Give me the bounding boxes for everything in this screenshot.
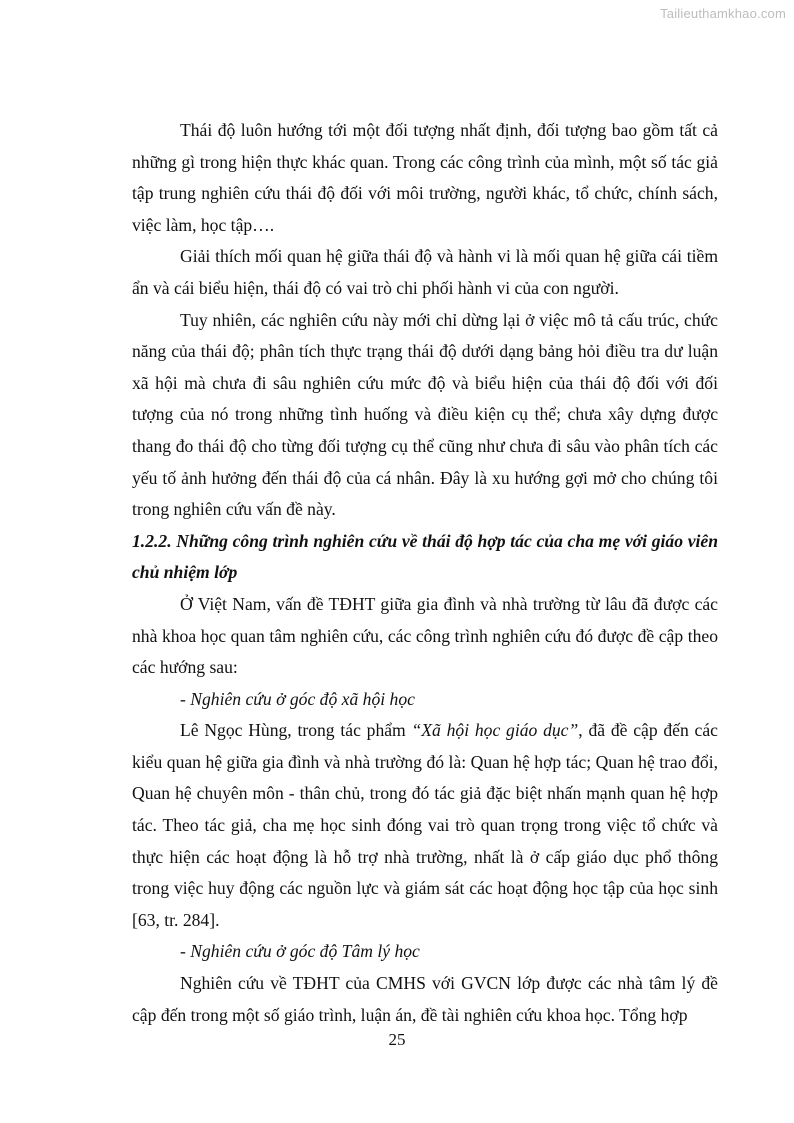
paragraph-attitude-object: Thái độ luôn hướng tới một đối tượng nhất định, đối tượng bao gồm tất cả những gì trong hiện thực khác quan. Trong các công trình của mình, một số tác giả tập trung nghiên cứu thái độ đối với môi trường, người khác, tổ chức, chính sách, việc làm, học tập….: [132, 120, 718, 235]
page-body: [132, 115, 718, 1031]
text-span: , đã đề cập đến các kiểu quan hệ giữa gia đình và nhà trường đó là: Quan hệ hợp tác; Quan hệ trao đổi, Quan hệ chuyên môn - thân chủ, trong đó tác giả đặc biệt nhấn mạnh quan hệ hợp tác. Theo tác giả, cha mẹ học sinh đóng vai trò quan trọng trong việc tổ chức và thực hiện các hoạt động là hỗ trợ nhà trường, nhất là ở cấp giáo dục phổ thông trong việc huy động các nguồn lực và giám sát các hoạt động học tập của học sinh [63, tr. 284].: [132, 720, 718, 930]
paragraph-le-ngoc-hung: [132, 715, 718, 936]
text-span: Lê Ngọc Hùng, trong tác phẩm: [180, 720, 412, 741]
paragraph-vietnam-research: Ở Việt Nam, vấn đề TĐHT giữa gia đình và nhà trường từ lâu đã được các nhà khoa học quan tâm nghiên cứu, các công trình nghiên cứu đó được đề cập theo các hướng sau:: [132, 593, 718, 678]
paragraph-research-limits: Tuy nhiên, các nghiên cứu này mới chỉ dừng lại ở việc mô tả cấu trúc, chức năng của thái độ; phân tích thực trạng thái độ dưới dạng bảng hỏi điều tra dư luận xã hội mà chưa đi sâu nghiên cứu mức độ và biểu hiện của thái độ đối với đối tượng của nó trong những tình huống và điều kiện cụ thể; chưa xây dựng được thang đo thái độ cho từng đối tượng cụ thể cũng như chưa đi sâu vào phân tích các yếu tố ảnh hưởng đến thái độ của cá nhân. Đây là xu hướng gợi mở cho chúng tôi trong nghiên cứu vấn đề này.: [132, 309, 718, 520]
paragraph-psychology-research: Nghiên cứu về TĐHT của CMHS với GVCN lớp được các nhà tâm lý đề cập đến trong một số giáo trình, luận án, đề tài nghiên cứu khoa học. Tổng hợp: [132, 973, 718, 1025]
paragraph-attitude-behavior: Giải thích mối quan hệ giữa thái độ và hành vi là mối quan hệ giữa cái tiềm ẩn và cái biểu hiện, thái độ có vai trò chi phối hành vi của con người.: [132, 246, 718, 298]
watermark: Tailieuthamkhao.com: [660, 6, 786, 21]
page-number: 25: [388, 1030, 406, 1049]
subheading-sociology: - Nghiên cứu ở góc độ xã hội học: [180, 688, 415, 709]
book-title: “Xã hội học giáo dục”: [411, 720, 579, 741]
section-heading: 1.2.2. Những công trình nghiên cứu về thái độ hợp tác của cha mẹ với giáo viên chủ nhiệm lớp: [132, 530, 718, 583]
subheading-psychology: - Nghiên cứu ở góc độ Tâm lý học: [180, 941, 420, 962]
